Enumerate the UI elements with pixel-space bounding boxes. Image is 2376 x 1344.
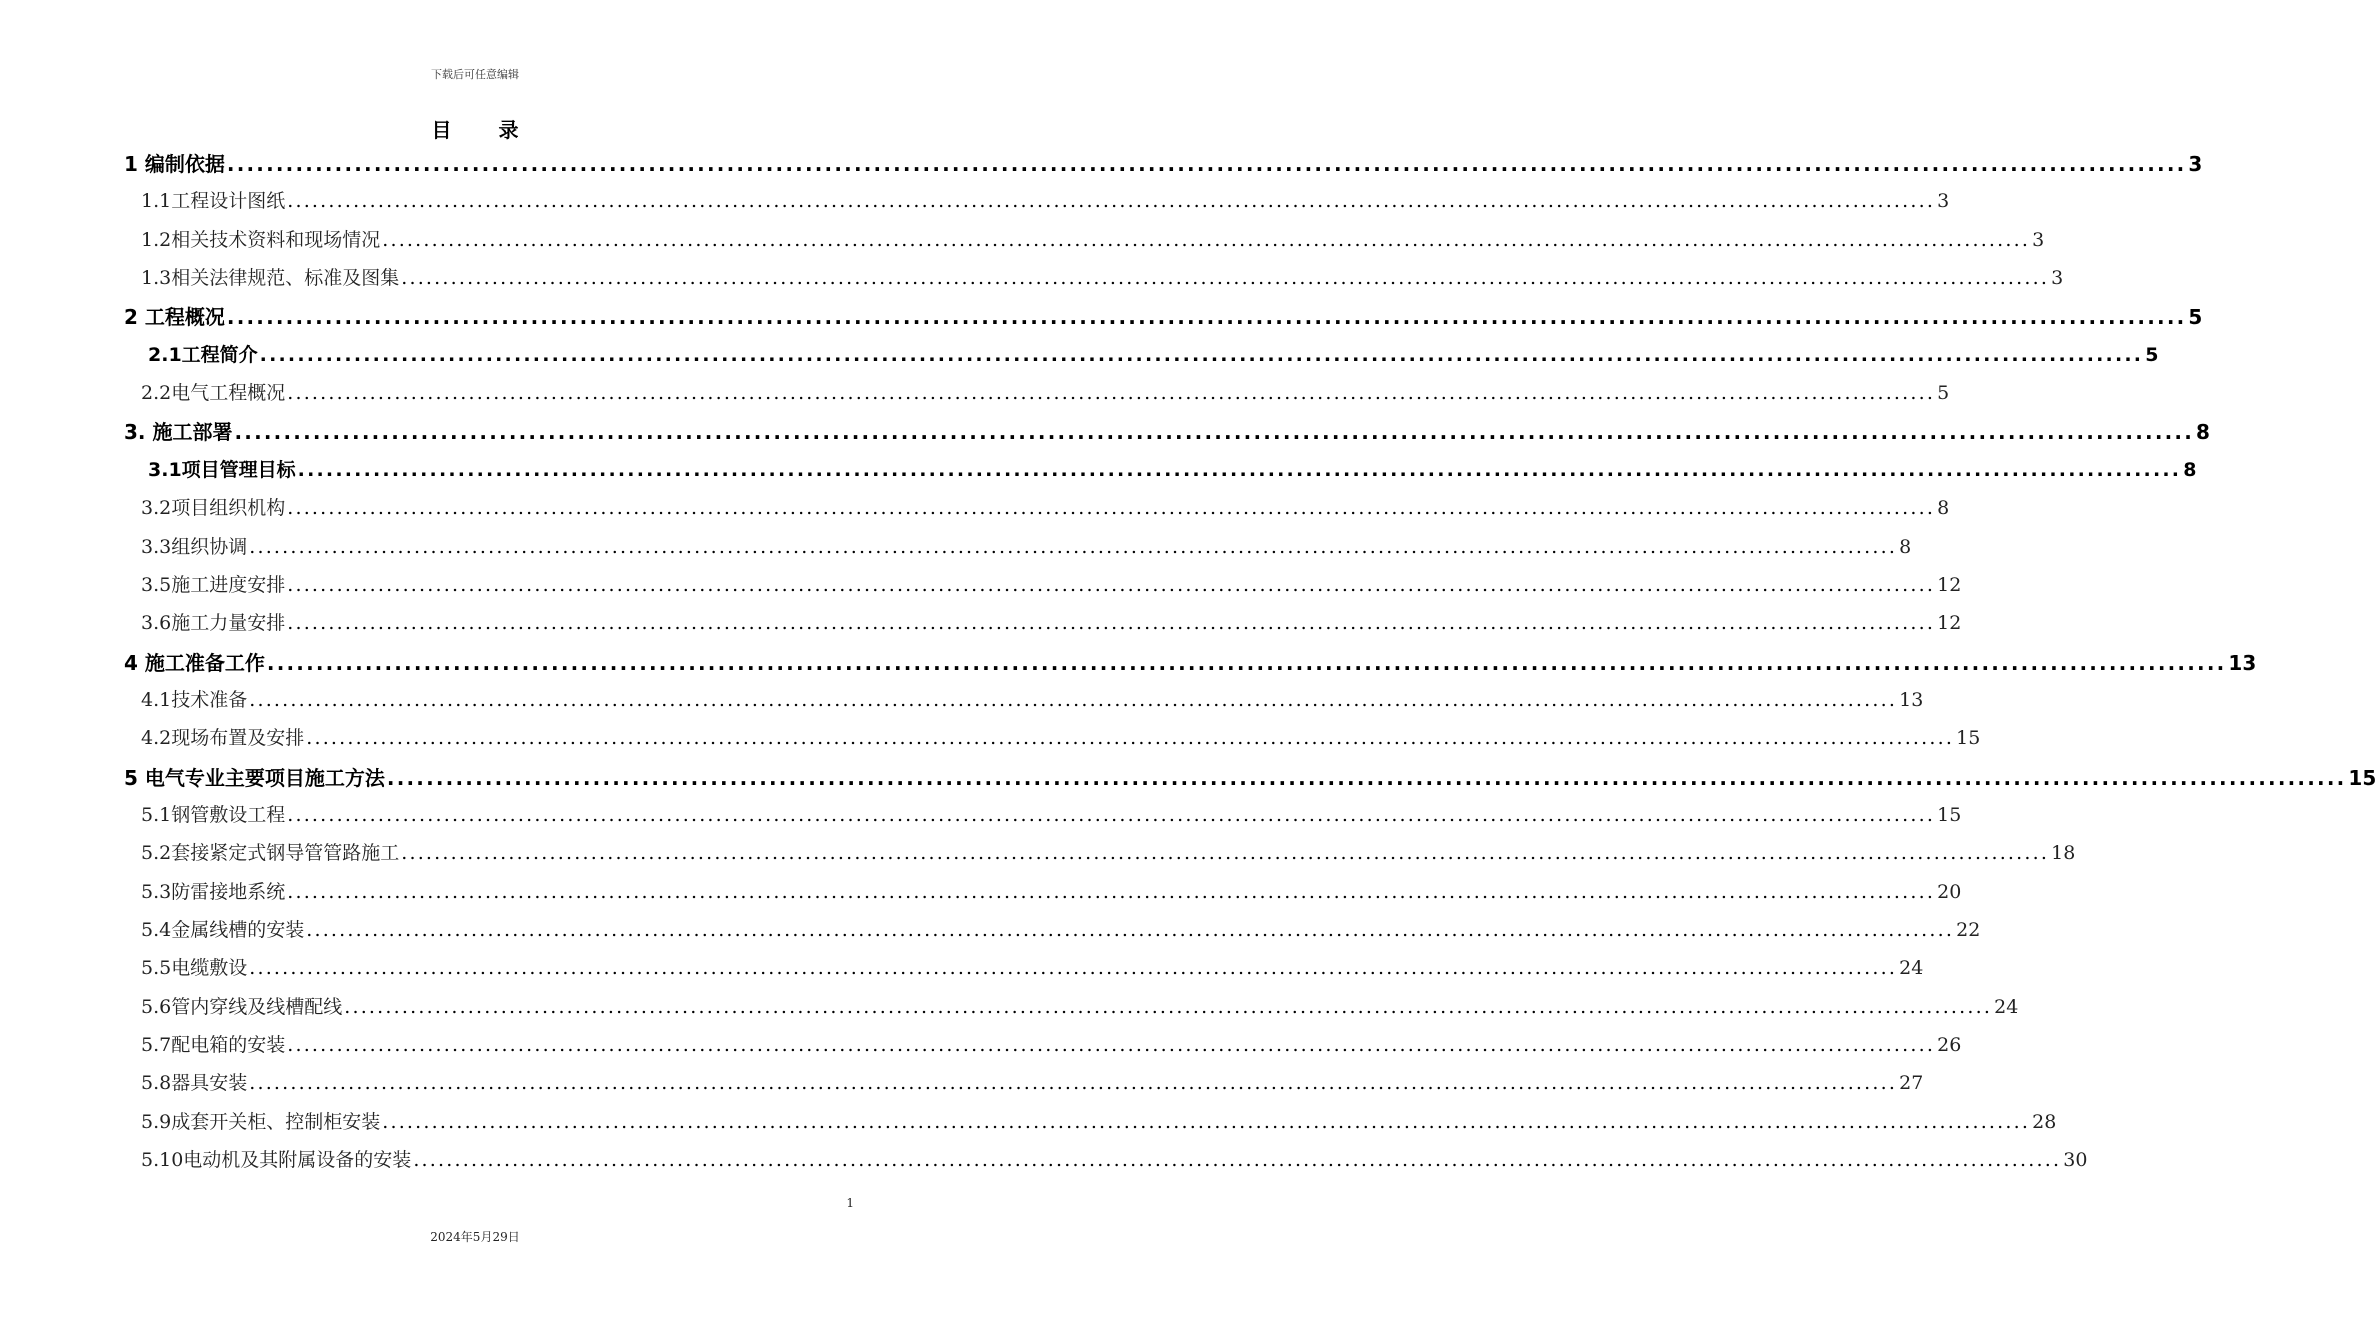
toc-entry[interactable] [141, 532, 1912, 570]
page-footer-date: 2024年5月29日 [430, 1230, 520, 1244]
toc-entry-page: 5 [2188, 305, 2203, 330]
toc-entry-title: 3.3组织协调 [141, 535, 248, 558]
toc-entry-title: 1.3相关法律规范、标准及图集 [141, 267, 400, 290]
toc-entry[interactable] [141, 493, 1950, 531]
toc-leader-dots: ........................................................................................................................................................................................................ [249, 957, 1898, 980]
toc-entry-title: 5.4金属线槽的安装 [141, 919, 305, 941]
toc-leader-dots: ........................................................................................................................................................................................................ [249, 688, 1898, 711]
toc-entry-page: 26 [1937, 1034, 1962, 1057]
toc-entry-page: 3 [1937, 190, 1950, 213]
toc-leader-dots: ........................................................................................................................................................................................................ [287, 803, 1936, 826]
toc-entry[interactable] [141, 800, 1962, 838]
toc-entry-page: 12 [1937, 612, 1962, 635]
toc-leader-dots: ........................................................................................................................................................................................................ [413, 1149, 2062, 1172]
toc-leader-dots: ........................................................................................................................................................................................................ [382, 1110, 2031, 1133]
toc-entry-page: 18 [2051, 842, 2076, 865]
toc-leader-dots: ........................................................................................................................................................................................................ [287, 573, 1936, 596]
toc-entry-page: 3 [2032, 228, 2045, 251]
toc-entry[interactable] [141, 263, 2064, 301]
toc-leader-dots: ........................................................................................................................................................................................................ [249, 535, 1898, 558]
toc-entry-page: 22 [1956, 919, 1981, 941]
toc-entry-title: 5.10电动机及其附属设备的安装 [141, 1149, 412, 1172]
toc-leader-dots: ........................................................................................................................................................................................................ [344, 995, 1993, 1018]
toc-entry[interactable] [141, 186, 1950, 224]
toc-entry-title: 2.1工程简介 [148, 343, 258, 366]
toc-leader-dots: ........................................................................................................................................................................................................ [306, 727, 1955, 750]
toc-entry[interactable] [141, 1145, 2088, 1183]
toc-entry-title: 5.8器具安装 [141, 1072, 248, 1095]
toc-entry-title: 3.2项目组织机构 [141, 497, 286, 520]
toc-entry-page: 8 [2183, 458, 2197, 481]
toc-leader-dots: ........................................................................................................................................................................................................ [401, 842, 2050, 865]
toc-leader-dots: ........................................................................................................................................................................................................ [226, 305, 2187, 330]
toc-entry-page: 3 [2188, 152, 2203, 176]
toc-entry-title: 5.2套接紧定式钢导管管路施工 [141, 842, 400, 865]
toc-entry[interactable] [141, 608, 1962, 646]
toc-entry-page: 20 [1937, 880, 1962, 903]
toc-leader-dots: ........................................................................................................................................................................................................ [297, 458, 2182, 481]
toc-entry-page: 5 [2145, 343, 2159, 366]
toc-leader-dots: ........................................................................................................................................................................................................ [287, 190, 1936, 213]
toc-entry-title: 4.2现场布置及安排 [141, 727, 305, 750]
toc-entry-title: 1.2相关技术资料和现场情况 [141, 228, 381, 251]
toc-entry-page: 30 [2063, 1149, 2088, 1172]
toc-entry-page: 27 [1899, 1072, 1924, 1095]
toc-entry-title: 5.6管内穿线及线槽配线 [141, 995, 343, 1018]
toc-entry[interactable] [141, 570, 1962, 608]
page-header: 下载后可任意编辑 [431, 68, 519, 81]
toc-entry-page: 8 [1937, 497, 1950, 520]
toc-entry[interactable] [141, 838, 2076, 876]
toc-leader-dots: ........................................................................................................................................................................................................ [287, 880, 1936, 903]
toc-entry-title: 3.5施工进度安排 [141, 573, 286, 596]
toc-entry-page: 15 [2348, 765, 2376, 790]
toc-entry-page: 15 [1956, 727, 1981, 750]
toc-leader-dots: ........................................................................................................................................................................................................ [259, 343, 2144, 366]
toc-entry[interactable] [148, 455, 2197, 493]
toc-entry-page: 13 [1899, 688, 1924, 711]
toc-entry-page: 12 [1937, 573, 1962, 596]
toc-entry-title: 3.6施工力量安排 [141, 612, 286, 635]
toc-entry-title: 1.1工程设计图纸 [141, 190, 286, 213]
toc-entry[interactable] [124, 416, 2210, 454]
toc-entry[interactable] [141, 1107, 2057, 1145]
toc-entry-page: 5 [1937, 382, 1950, 405]
toc-leader-dots: ........................................................................................................................................................................................................ [401, 267, 2050, 290]
toc-entry-page: 13 [2228, 650, 2257, 675]
toc-entry[interactable] [141, 877, 1962, 915]
toc-entry[interactable] [141, 1068, 1924, 1106]
toc-leader-dots: ........................................................................................................................................................................................................ [234, 420, 2195, 445]
toc-entry-page: 3 [2051, 267, 2064, 290]
toc-entry[interactable] [141, 225, 2045, 263]
toc-entry-title: 5.9成套开关柜、控制柜安装 [141, 1110, 381, 1133]
toc-entry[interactable] [141, 378, 1950, 416]
toc-entry-title: 2 工程概况 [124, 305, 225, 330]
toc-entry-title: 5.1钢管敷设工程 [141, 803, 286, 826]
toc-entry-title: 5.3防雷接地系统 [141, 880, 286, 903]
toc-entry-title: 4.1技术准备 [141, 688, 248, 711]
toc-entry-title: 5.7配电箱的安装 [141, 1034, 286, 1057]
toc-leader-dots: ........................................................................................................................................................................................................ [226, 152, 2187, 176]
toc-entry-page: 24 [1899, 957, 1924, 980]
toc-leader-dots: ........................................................................................................................................................................................................ [287, 497, 1936, 520]
toc-entry-title: 3. 施工部署 [124, 420, 233, 445]
toc-entry-title: 4 施工准备工作 [124, 650, 265, 675]
toc-entry-title: 5.5电缆敷设 [141, 957, 248, 980]
toc-entry-page: 8 [1899, 535, 1912, 558]
toc-leader-dots: ........................................................................................................................................................................................................ [266, 650, 2227, 675]
toc-entry[interactable] [141, 915, 1981, 953]
toc-entry[interactable] [124, 647, 2257, 685]
toc-entry[interactable] [148, 340, 2159, 378]
toc-entry[interactable] [141, 953, 1924, 991]
toc-entry[interactable] [141, 992, 2019, 1030]
toc-entry-page: 15 [1937, 803, 1962, 826]
toc-entry-page: 8 [2196, 420, 2210, 445]
toc-leader-dots: ........................................................................................................................................................................................................ [386, 765, 2347, 790]
page-number: 1 [846, 1196, 854, 1210]
toc-entry[interactable] [124, 148, 2203, 186]
toc-leader-dots: ........................................................................................................................................................................................................ [382, 228, 2031, 251]
toc-leader-dots: ........................................................................................................................................................................................................ [287, 1034, 1936, 1057]
toc-leader-dots: ........................................................................................................................................................................................................ [287, 612, 1936, 635]
toc-entry-page: 24 [1994, 995, 2019, 1018]
toc-leader-dots: ........................................................................................................................................................................................................ [249, 1072, 1898, 1095]
toc-entry[interactable] [124, 762, 2376, 800]
toc-entry-title: 5 电气专业主要项目施工方法 [124, 765, 385, 790]
toc-leader-dots: ........................................................................................................................................................................................................ [306, 919, 1955, 941]
toc-entry-title: 3.1项目管理目标 [148, 458, 296, 481]
toc-entry-page: 28 [2032, 1110, 2057, 1133]
page-title: 目 录 [431, 118, 539, 142]
toc-entry-title: 2.2电气工程概况 [141, 382, 286, 405]
toc-entry[interactable] [124, 301, 2203, 339]
toc-entry[interactable] [141, 685, 1924, 723]
toc-entry[interactable] [141, 1030, 1962, 1068]
toc-entry[interactable] [141, 723, 1981, 761]
toc-entry-title: 1 编制依据 [124, 152, 225, 176]
toc-leader-dots: ........................................................................................................................................................................................................ [287, 382, 1936, 405]
